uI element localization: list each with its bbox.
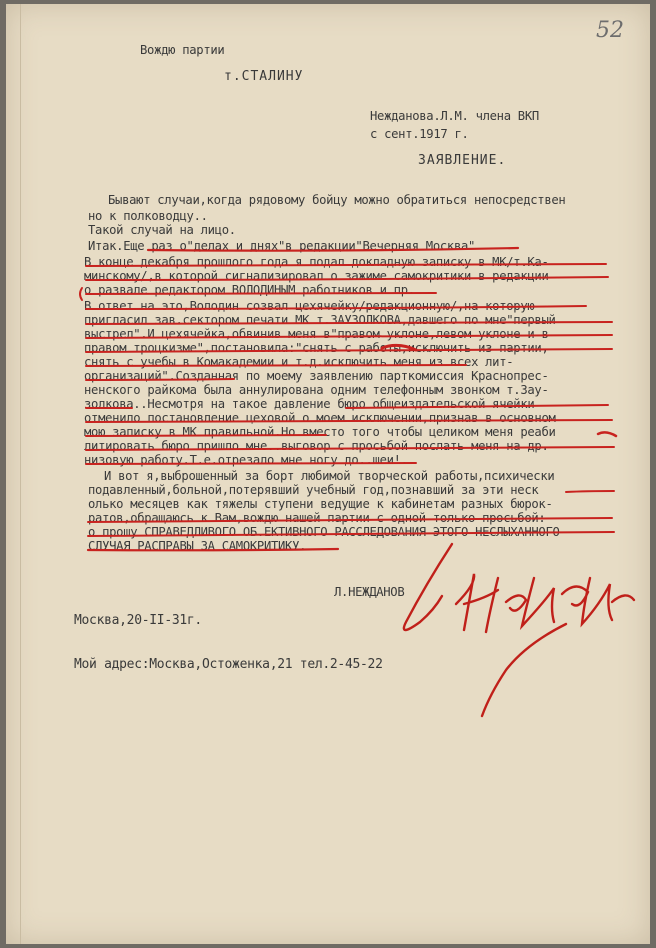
document-title: ЗАЯВЛЕНИЕ.: [418, 153, 507, 168]
handwritten-signature: [404, 544, 634, 716]
bracket-mark: [80, 288, 82, 300]
document-page: [6, 4, 650, 944]
body-line: о прошу СПРАВЕДЛИВОГО ОБ.ЕКТИВНОГО РАССЛЕДОВАНИЯ ЭТОГО НЕСЛЫХАННОГО: [88, 525, 560, 539]
body-line: организаций".Созданная по моему заявлению парткомиссия Краснопрес-: [84, 369, 549, 383]
underline-mark: [88, 549, 338, 550]
body-line: выстрел".И цехячейка,обвинив меня в"правом уклоне,левом уклоне и в: [84, 327, 549, 341]
addressee-line-1: Вождю партии: [140, 43, 225, 57]
body-line: но к полководцу..: [88, 209, 208, 223]
body-line: литировать бюро пришло мне..выговор с просьбой послать меня на др.: [84, 439, 549, 453]
underline-mark: [86, 335, 612, 338]
body-line: олько месяцев как тяжелы ступени ведущие к кабинетам разных бюрок-: [88, 497, 553, 511]
underline-mark: [88, 518, 612, 522]
body-line: В ответ на это,Володин созвал цехячейку/редакционную/,на которую: [84, 299, 535, 313]
body-line: снять с учебы в Комакадемии и т.д.исключить меня из всех лит-: [84, 355, 514, 369]
underline-mark: [88, 532, 614, 536]
body-line: В конце декабря прошлого года я подал докладную записку в МК/т.Ка-: [84, 255, 549, 269]
body-line: Бывают случаи,когда рядовому бойцу можно обратиться непосредствен: [108, 193, 566, 207]
body-line: подавленный,больной,потерявший учебный год,познавший за эти неск: [88, 483, 539, 497]
underlines: [80, 248, 616, 553]
body-line: ратов,обращаюсь к Вам,вождю нашей партии с одной только просьбой:: [88, 511, 546, 525]
body-line: СЛУЧАЯ РАСПРАВЫ ЗА САМОКРИТИКУ.: [88, 539, 307, 553]
page-number: 52: [596, 18, 624, 43]
body-line: золкова..Несмотря на такое давление бюро общеиздательской ячейки: [84, 397, 535, 411]
underline-mark: [86, 349, 612, 352]
underline-mark: [86, 447, 614, 450]
body-line: отменило постановление цеховой о моем исключении,признав в основном: [84, 411, 556, 425]
underline-mark: [566, 491, 614, 492]
body-line: правом троцкизме",постановила:"снять с работы,исключить из партии,: [84, 341, 549, 355]
body-line: И вот я,выброшенный за борт любимой творческой работы,психически: [104, 469, 555, 483]
underline-mark: [86, 379, 234, 380]
sender-line-2: с сент.1917 г.: [370, 127, 469, 141]
underline-mark: [86, 420, 612, 422]
body-line: мою записку в МК правильной.Но вместо того чтобы целиком меня реаби: [84, 425, 556, 439]
body-line: ненского райкома была аннулирована одним телефонным звонком т.Зау-: [84, 383, 549, 397]
body-line: о развале редактором ВОЛОДИНЫМ работников и пр.: [84, 283, 415, 297]
body-line: низовую работу.Т.е.отрезало мне ногу до..шеи!..: [84, 453, 415, 467]
sender-line-1: Нежданова.Л.М. члена ВКП: [370, 109, 539, 123]
underline-mark: [86, 322, 612, 324]
red-pencil-markup: [6, 4, 650, 944]
addressee-line-2: т.СТАЛИНУ: [224, 69, 304, 84]
underline-mark: [86, 306, 586, 309]
underline-mark: [86, 463, 416, 464]
typed-signature: Л.НЕЖДАНОВ: [334, 585, 405, 599]
underline-mark: [86, 277, 608, 280]
underline-mark: [86, 365, 466, 366]
body-line: пригласил зав.сектором печати МК т.ЗАУЗОЛКОВА,давшего по мне"первый: [84, 313, 556, 327]
underline-mark: [346, 405, 608, 408]
underline-mark: [148, 248, 518, 251]
place-date: Москва,20-II-31г.: [74, 613, 202, 628]
body-line: минскому/,в которой сигнализировал о зажиме самокритики в редакции: [84, 269, 549, 283]
underline-mark: [86, 435, 326, 436]
underline-mark: [86, 264, 606, 266]
address: Мой адрес:Москва,Остоженка,21 тел.2-45-22: [74, 657, 383, 672]
body-line: Итак.Еще раз о"делах и днях"в редакции"Вечерняя Москва": [88, 239, 476, 253]
body-line: Такой случай на лицо.: [88, 223, 236, 237]
strike-mark: [598, 432, 616, 436]
underline-mark: [86, 293, 436, 294]
